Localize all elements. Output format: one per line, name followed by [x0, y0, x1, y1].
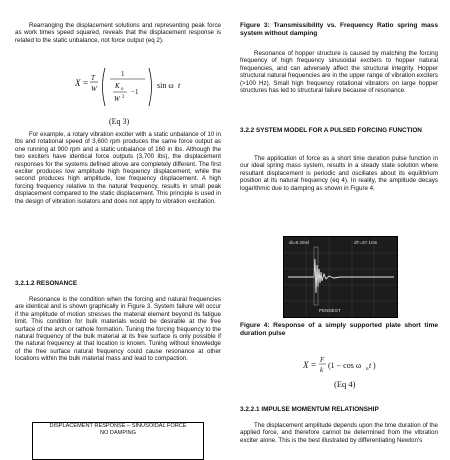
svg-text:sin ω: sin ω: [157, 81, 174, 90]
svg-text:−1: −1: [131, 88, 139, 96]
svg-text:W: W: [114, 95, 120, 103]
figure-box-title: DISPLACEMENT RESPONSE – SINUSOIDAL FORCE: [49, 423, 187, 429]
svg-text:T: T: [91, 74, 95, 82]
paragraph-hopper-resonance: Resonance of hopper structure is caused by matching the forcing frequency of high frequency sinusoidal exciters to hopper natural frequencies, and can adversely affect the structural integrity. Hopper structural natural frequencies are in the upper range of vibration exciters (>100 Hz). Small high frequency rotational vibrators on large hopper structures has led to structural failure because of resonance.: [240, 50, 438, 95]
svg-text:o: o: [121, 87, 124, 92]
svg-text:1: 1: [121, 70, 125, 78]
osc-label-left: dt=8.20ml: [289, 240, 310, 245]
figure-3-caption: Figure 3: Transmissibility vs. Frequency Ratio spring mass system without damping: [240, 22, 438, 37]
figure-box-subtitle: NO DAMPING: [99, 430, 137, 436]
svg-text:(1 − cos ω: (1 − cos ω: [328, 361, 362, 370]
figure-4-caption: Figure 4: Response of a simply supported plate short time duration pulse: [240, 322, 438, 337]
heading-impulse-momentum: 3.2.2.1 IMPULSE MOMENTUM RELATIONSHIP: [240, 406, 379, 413]
svg-text:=: =: [311, 360, 317, 370]
figure-box-displacement-response: [32, 422, 204, 460]
paragraph-example: For example, a rotary vibration exciter with a static unbalance of 10 in lbs and rotational speed of 3,600 rpm produces the same force output as one running at 900 rpm and a static unbalance of 160 in lbs. Although the two exciters have identical force outputs (3,700 lbs), the displacement responses for the systems defined above are completely different. The first exciter produces low amplitude high frequency displacement, while the second produces high amplitude, low frequency displacement. A high forcing frequency relative to the natural frequency, results in small peak displacement compared to the static displacement. This principle is used in the design of vibration isolators and does not apply to vibration excitation.: [15, 131, 221, 205]
svg-text:n: n: [366, 367, 369, 372]
paragraph-impulse: The displacement amplitude depends upon the time duration of the applied force, and therefore cannot be determined from the vibration exciter alone. This is the best illustrated by differentiating Newton's: [240, 422, 438, 444]
osc-label-bottom: PENDEST: [319, 308, 341, 313]
svg-text:2: 2: [122, 95, 125, 100]
svg-text:=: =: [83, 78, 89, 88]
svg-text:F: F: [320, 356, 325, 364]
svg-text:): ): [373, 361, 376, 370]
svg-text:t: t: [369, 361, 372, 370]
paragraph-pulse: The application of force as a short time duration pulse function in our ideal spring mass system, results in a steady state solution where resultant displacement is periodic and oscillates about its equilibrium position at its natural frequency (eq 4). In reality, the amplitude decays logarithmic due to damping as shown in Figure 4.: [240, 155, 438, 192]
svg-text:X: X: [303, 360, 309, 370]
equation-3-label: (Eq 3): [109, 117, 130, 126]
heading-resonance: 3.2.1.2 RESONANCE: [15, 280, 78, 287]
equation-3: [75, 64, 195, 112]
svg-text:k: k: [320, 366, 324, 374]
figure-4-oscilloscope: [283, 236, 398, 318]
svg-text:X: X: [75, 78, 81, 88]
heading-pulsed-forcing: 3.2.2 SYSTEM MODEL FOR A PULSED FORCING FUNCTION: [240, 127, 422, 134]
equation-4: [303, 352, 383, 378]
paragraph-intro: Rearranging the displacement solutions and representing peak force as work times speed squared, reveals that the displacement response is related to the static unbalance, not force output (eq 2).: [15, 22, 221, 44]
svg-text:K: K: [115, 82, 120, 90]
svg-text:W: W: [91, 85, 97, 93]
osc-label-right: dT=37.1ms: [354, 240, 378, 245]
paragraph-resonance: Resonance is the condition when the forcing and natural frequencies are identical and is shown graphically in Figure 3. System failure will occur if the amplitude of motion stresses the material element beyond its fatigue limit. This condition for bulk materials would be desirable at the free surface of the arch or rathole formation. Tuning the forcing frequency to the natural frequency of the bulk material at its free surface is only possible if the natural frequency at that location is known. Tuning without knowledge of the free surface natural frequency could cause resonance at other locations within the bulk material mass and lead to compaction.: [15, 296, 221, 363]
svg-text:t: t: [178, 81, 181, 90]
equation-4-label: (Eq 4): [334, 379, 356, 389]
